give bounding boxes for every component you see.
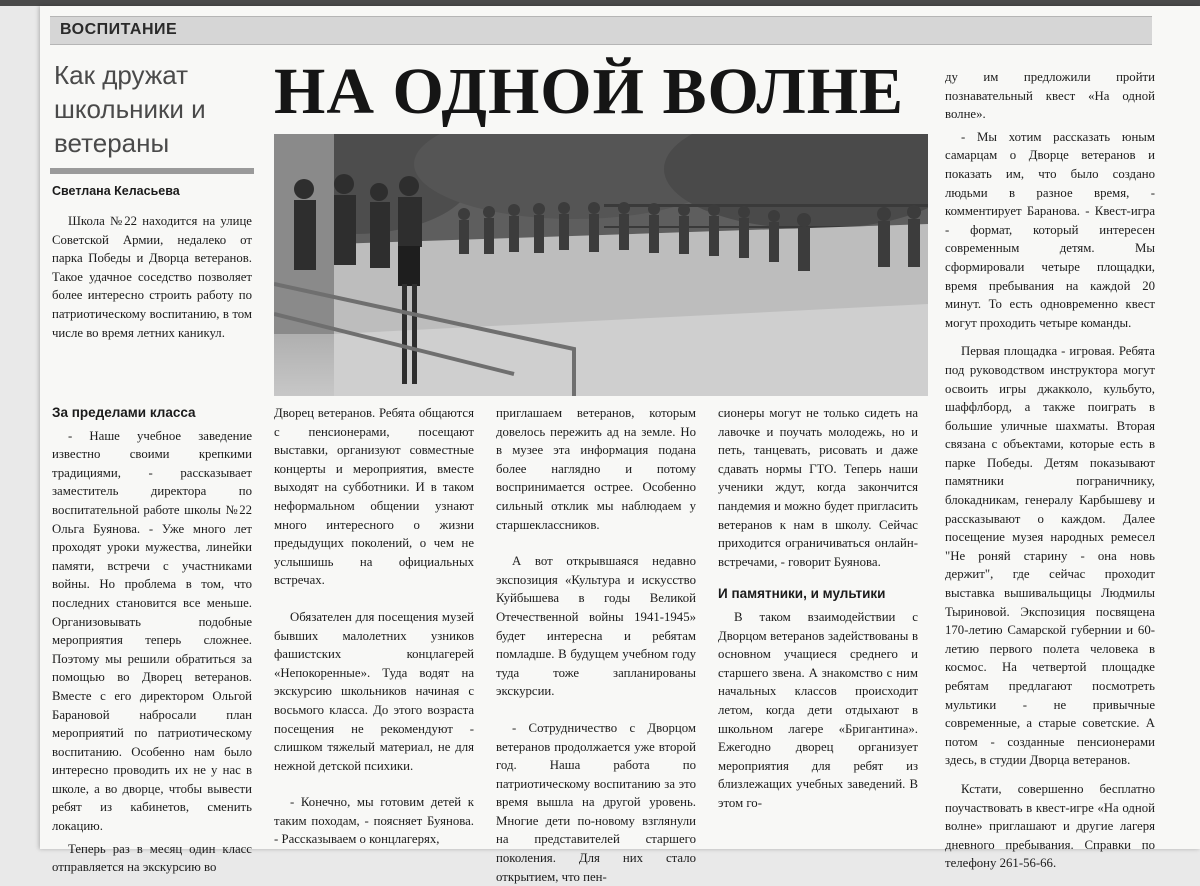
paragraph: сионеры могут не только сидеть на лавочке и поучать молодежь, но и петь, танцевать, рисовать и даже сдавать нормы ГТО. Теперь наши ученики ждут, когда закончится пандемия и можно будет пригласить ветеранов к нам в школу. Сейчас приходится ограничиваться онлайн-встречами, - говорит Буянова. bbox=[718, 406, 918, 569]
column-3 bbox=[496, 404, 696, 886]
article-headline: НА ОДНОЙ ВОЛНЕ bbox=[274, 55, 905, 128]
photo-illustration bbox=[274, 134, 928, 396]
column-2 bbox=[274, 404, 474, 849]
paragraph: - Наше учебное заведение известно своими крепкими традициями, - рассказывает заместитель директора по воспитательной работе школы №22 Ольга Буянова. - Уже много лет проходят уроки мужества, линейки памяти, встречи с участниками войны. Но проблема в том, что последних становится все меньше. Организовывать подобные мероприятия теперь сложнее. Поэтому мы решили обратиться за помощью во Дворец ветеранов. Вместе с его директором Ольгой Барановой набросали план мероприятий по патриотическому воспитанию. Особенно нам было интересно проводить их не у нас в школе, а во дворце, чтобы вывести ребят из кабинетов, сменить локацию. bbox=[52, 428, 252, 834]
column-1 bbox=[52, 390, 252, 877]
paragraph: приглашаем ветеранов, которым довелось пережить ад на земле. Но в музее эта информация подана более наглядно и потому воспринимается острее. Особенно сильный отклик мы наблюдаем у старшеклассников. bbox=[496, 406, 696, 532]
paragraph: - Конечно, мы готовим детей к таким походам, - поясняет Буянова. - Рассказываем о концлагерях, bbox=[274, 795, 474, 847]
paragraph: Обязателен для посещения музей бывших малолетних узников фашистских концлагерей «Непокоренные». Туда водят на экскурсию школьников начиная с восьмого класса. До этого возраста посещения не рекомендуют - слишком тяжелый материал, не для нежной детской психики. bbox=[274, 609, 474, 773]
paragraph: Дворец ветеранов. Ребята общаются с пенсионерами, посещают выставки, организуют совместные концерты и мероприятия, вместе выходят на субботники. И в таком неформальном общении узнают много интересного о жизни предыдущих поколений, о чем не услышишь на официальных встречах. bbox=[274, 406, 474, 588]
section-heading-beyond-class: За пределами класса bbox=[52, 405, 196, 420]
rubric-label: ВОСПИТАНИЕ bbox=[60, 21, 178, 38]
article-photo bbox=[274, 134, 928, 396]
section-heading-monuments-cartoons: И памятники, и мультики bbox=[718, 586, 886, 602]
column-5 bbox=[945, 68, 1155, 873]
paragraph: - Мы хотим рассказать юным самарцам о Дворце ветеранов и показать им, что было создано людьми в разное время, - комментирует Баранова. - Квест-игра - формат, который интересен современным детям. Мы сформировали четыре площадки, время пребывания на каждой 20 минут. То есть одновременно квест могут проходить четыре команды. bbox=[945, 129, 1155, 330]
paragraph: - Сотрудничество с Дворцом ветеранов продолжается уже второй год. Наша работа по патриотическому воспитанию за это время вышла на другой уровень. Многие дети по-новому взглянули на представителей старшего поколения. Для них стало открытием, что пен- bbox=[496, 720, 696, 884]
paragraph: А вот открывшаяся недавно экспозиция «Культура и искусство Куйбышева в годы Великой Отечественной войны 1941-1945» будет интересна и ребятам помладше. В будущем учебном году туда тоже запланированы экскурсии. bbox=[496, 554, 696, 699]
rubric-bar bbox=[50, 16, 1152, 45]
author-byline: Светлана Келасьева bbox=[52, 184, 180, 198]
newspaper-page bbox=[40, 6, 1200, 884]
intro-paragraph: Школа №22 находится на улице Советской Армии, недалеко от парка Победы и Дворца ветеранов. Такое удачное соседство позволяет более интересно строить работу по патриотическому воспитанию, в том числе во время летних каникул. bbox=[52, 214, 252, 340]
subtitle-underline bbox=[50, 168, 254, 174]
paragraph: Теперь раз в месяц один класс отправляется на экскурсию во bbox=[52, 841, 252, 875]
article-subtitle: Как дружат школьники и ветераны bbox=[54, 60, 206, 158]
paragraph: Кстати, совершенно бесплатно поучаствовать в квест-игре «На одной волне» приглашают и другие лагеря дневного пребывания. Справки по телефону 261-56-66. bbox=[945, 781, 1155, 871]
paragraph: Первая площадка - игровая. Ребята под руководством инструктора могут освоить игры джакколо, кульбуто, шаффлборд, а также поиграть в большие уличные шахматы. Вторая связана с объектами, которые есть в парке Победы. Детям показывают памятники пограничнику, блокадникам, генералу Карбышеву и рассказывают о каждом. Далее посещение музея народных ремесел "Не роняй старину - она новь держит", где сейчас проходит выставка вышивальщицы Людмилы Тыриновой. Экспозиция посвящена 170-летию Самарской губернии и 60-летию первого полета человека в космос. На четвертой площадке ребятам предлагают посмотреть мультики - не привычные современные, а старые советские. А потом - созданные пенсионерами здесь, в студии Дворца ветеранов. bbox=[945, 344, 1155, 768]
column-1-intro bbox=[52, 212, 252, 342]
column-4 bbox=[718, 404, 918, 812]
paragraph: ду им предложили пройти познавательный квест «На одной волне». bbox=[945, 70, 1155, 122]
paragraph: В таком взаимодействии с Дворцом ветеранов задействованы в основном учащиеся среднего и старшего звена. А знакомство с ним начальных классов происходит летом, когда дети отдыхают в школьном лагере «Бригантина». Ежегодно дворец организует мероприятия для ребят из близлежащих учебных заведений. В этом го- bbox=[718, 609, 918, 810]
